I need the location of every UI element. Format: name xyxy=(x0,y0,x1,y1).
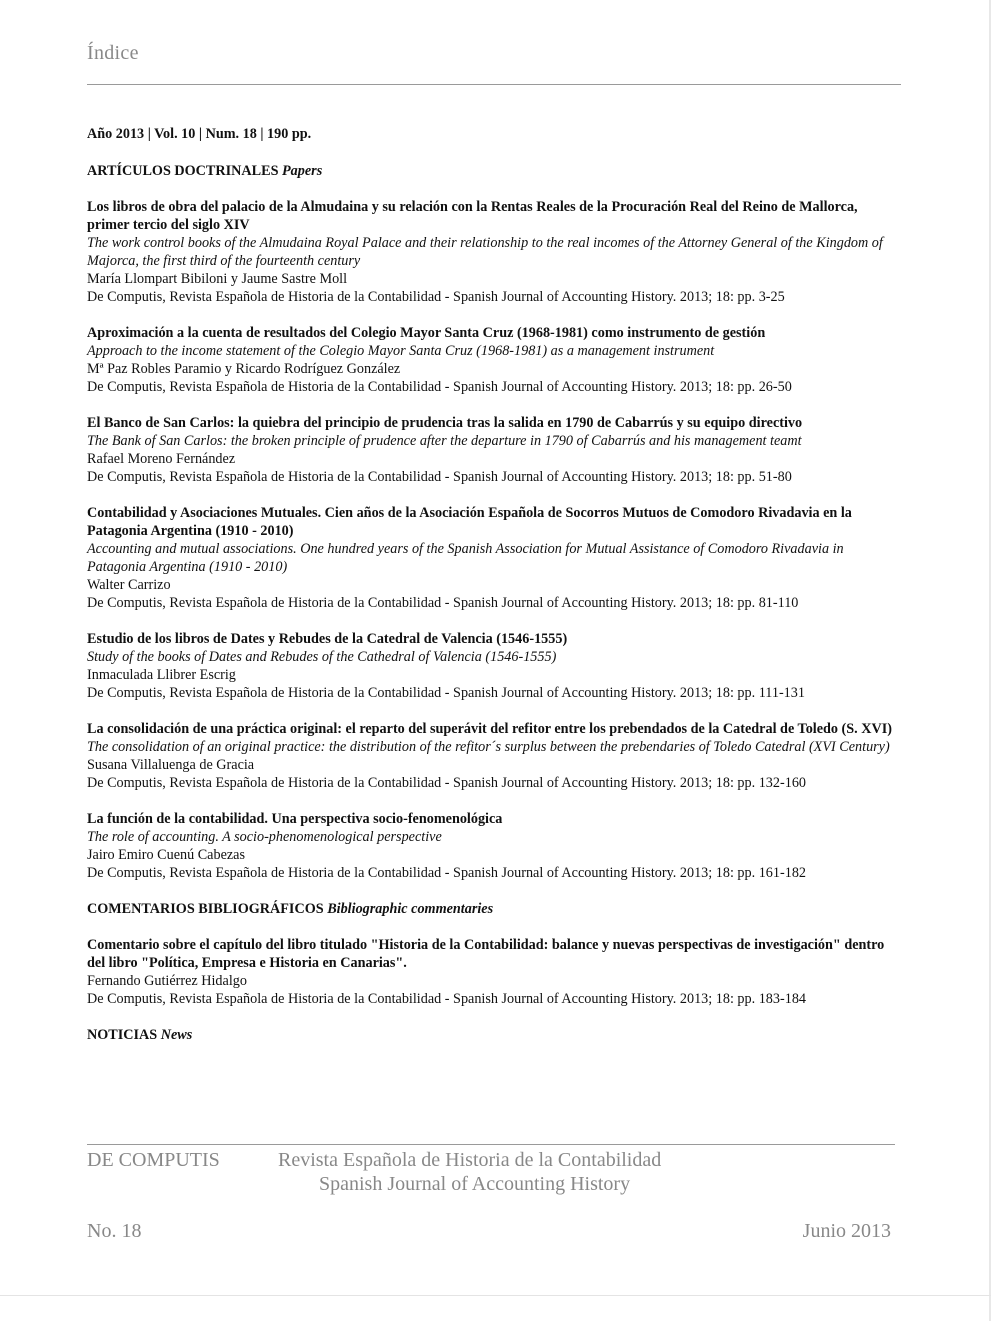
footer-subtitle-en: Spanish Journal of Accounting History xyxy=(319,1173,631,1195)
footer-date: Junio 2013 xyxy=(802,1220,891,1242)
article-title[interactable]: Los libros de obra del palacio de la Almudaina y su relación con la Rentas Reales de la Procuración Real del Reino de Mallorca, primer tercio del siglo XIV xyxy=(87,199,858,233)
article-title[interactable]: El Banco de San Carlos: la quiebra del principio de prudencia tras la salida en 1790 de Cabarrús y su equipo directivo xyxy=(87,415,803,431)
article-entry xyxy=(87,324,902,396)
article-entry xyxy=(87,630,902,702)
article-authors: Mª Paz Robles Paramio y Ricardo Rodríguez González xyxy=(87,361,401,377)
section-label-es: COMENTARIOS BIBLIOGRÁFICOS xyxy=(87,901,324,917)
commentary-citation: De Computis, Revista Española de Historia de la Contabilidad - Spanish Journal of Accounting History. 2013; 18: pp. 183-184 xyxy=(87,991,807,1007)
article-title[interactable]: La función de la contabilidad. Una perspectiva socio-fenomenológica xyxy=(87,811,503,827)
footer-journal-name: DE COMPUTIS xyxy=(87,1149,220,1171)
header-divider xyxy=(87,84,901,85)
section-label-en: Papers xyxy=(282,163,323,179)
article-title-en: Accounting and mutual associations. One hundred years of the Spanish Association for Mutual Assistance of Comodoro Rivadavia in Patagonia Argentina (1910 - 2010) xyxy=(87,541,844,575)
page-edge-bottom xyxy=(0,1295,991,1296)
article-entry xyxy=(87,198,902,306)
article-citation: De Computis, Revista Española de Historia de la Contabilidad - Spanish Journal of Accounting History. 2013; 18: pp. 51-80 xyxy=(87,469,792,485)
article-citation: De Computis, Revista Española de Historia de la Contabilidad - Spanish Journal of Accounting History. 2013; 18: pp. 111-131 xyxy=(87,685,805,701)
article-title-en: The Bank of San Carlos: the broken principle of prudence after the departure in 1790 of Cabarrús and his management teamt xyxy=(87,433,802,449)
commentary-entry xyxy=(87,936,902,1008)
footer-issue-number: No. 18 xyxy=(87,1220,142,1242)
section-label-en: News xyxy=(160,1027,193,1043)
section-heading-comentarios xyxy=(87,900,902,918)
section-label-es: NOTICIAS xyxy=(87,1027,158,1043)
article-title-en: The consolidation of an original practice: the distribution of the refitor´s surplus between the prebendaries of Toledo Catedral (XVI Century) xyxy=(87,739,890,755)
article-citation: De Computis, Revista Española de Historia de la Contabilidad - Spanish Journal of Accounting History. 2013; 18: pp. 81-110 xyxy=(87,595,799,611)
article-authors: María Llompart Bibiloni y Jaume Sastre Moll xyxy=(87,271,348,287)
article-citation: De Computis, Revista Española de Historia de la Contabilidad - Spanish Journal of Accounting History. 2013; 18: pp. 3-25 xyxy=(87,289,785,305)
article-authors: Inmaculada Llibrer Escrig xyxy=(87,667,236,683)
article-title[interactable]: Contabilidad y Asociaciones Mutuales. Cien años de la Asociación Española de Socorros Mutuos de Comodoro Rivadavia en la Patagonia Argentina (1910 - 2010) xyxy=(87,505,852,539)
article-entry xyxy=(87,720,902,792)
article-title[interactable]: La consolidación de una práctica original: el reparto del superávit del refitor entre los prebendados de la Catedral de Toledo (S. XVI) xyxy=(87,721,893,737)
article-entry xyxy=(87,504,902,612)
article-title-en: The work control books of the Almudaina Royal Palace and their relationship to the real incomes of the Attorney General of the Kingdom of Majorca, the first third of the fourteenth century xyxy=(87,235,883,269)
article-title-en: The role of accounting. A socio-phenomenological perspective xyxy=(87,829,442,845)
commentary-authors: Fernando Gutiérrez Hidalgo xyxy=(87,973,247,989)
issue-line: Año 2013 | Vol. 10 | Num. 18 | 190 pp. xyxy=(87,126,312,142)
commentary-title[interactable]: Comentario sobre el capítulo del libro titulado "Historia de la Contabilidad: balance y nuevas perspectivas de investigación" dentro del libro "Política, Empresa e Historia en Canarias". xyxy=(87,937,885,971)
article-citation: De Computis, Revista Española de Historia de la Contabilidad - Spanish Journal of Accounting History. 2013; 18: pp. 26-50 xyxy=(87,379,792,395)
article-title-en: Study of the books of Dates and Rebudes of the Cathedral of Valencia (1546-1555) xyxy=(87,649,557,665)
article-citation: De Computis, Revista Española de Historia de la Contabilidad - Spanish Journal of Accounting History. 2013; 18: pp. 132-160 xyxy=(87,775,807,791)
article-title-en: Approach to the income statement of the Colegio Mayor Santa Cruz (1968-1981) as a management instrument xyxy=(87,343,715,359)
article-authors: Rafael Moreno Fernández xyxy=(87,451,236,467)
article-title[interactable]: Aproximación a la cuenta de resultados del Colegio Mayor Santa Cruz (1968-1981) como instrumento de gestión xyxy=(87,325,766,341)
section-heading-articulos xyxy=(87,162,902,180)
article-citation: De Computis, Revista Española de Historia de la Contabilidad - Spanish Journal of Accounting History. 2013; 18: pp. 161-182 xyxy=(87,865,807,881)
article-authors: Walter Carrizo xyxy=(87,577,171,593)
footer-divider xyxy=(87,1144,895,1145)
article-authors: Susana Villaluenga de Gracia xyxy=(87,757,255,773)
table-of-contents xyxy=(87,125,902,1062)
article-entry xyxy=(87,810,902,882)
footer-subtitle-es: Revista Española de Historia de la Contabilidad xyxy=(278,1149,662,1171)
article-entry xyxy=(87,414,902,486)
section-label-en: Bibliographic commentaries xyxy=(327,901,494,917)
section-label-es: ARTÍCULOS DOCTRINALES xyxy=(87,163,279,179)
page-title: Índice xyxy=(87,42,139,64)
article-title[interactable]: Estudio de los libros de Dates y Rebudes de la Catedral de Valencia (1546-1555) xyxy=(87,631,568,647)
article-authors: Jairo Emiro Cuenú Cabezas xyxy=(87,847,245,863)
section-heading-noticias xyxy=(87,1026,902,1044)
